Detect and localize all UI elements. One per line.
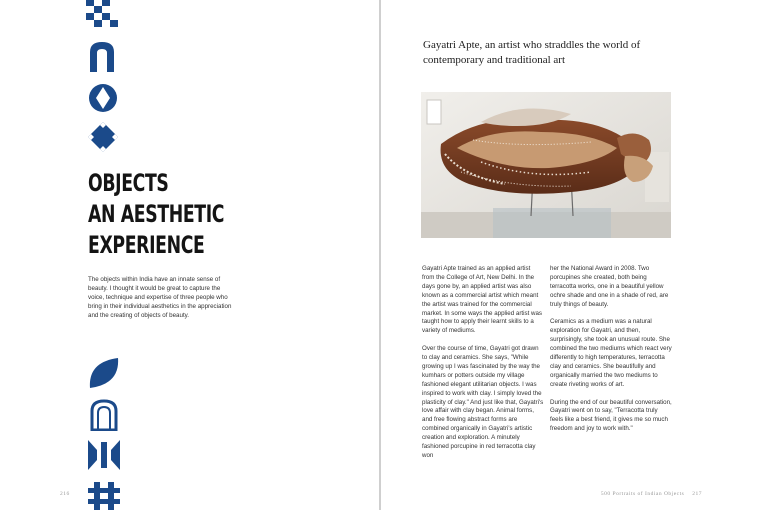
body-column-2 <box>550 265 672 443</box>
photo-caption: Gayatri Apte, an artist who straddles the world of contemporary and traditional art <box>423 39 641 66</box>
hash-block-icon <box>88 482 120 510</box>
diamond-notched-icon <box>88 122 118 152</box>
intro-paragraph: The objects within India have an innate sense of beauty. I thought it would be great to capture the voice, technique and expertise of three people who bring in their individual aesthetics in the appreciation and the creating of objects of beauty. <box>88 276 232 319</box>
heading-line-2: AN AESTHETIC <box>88 200 225 228</box>
arch-outline-icon <box>90 399 118 431</box>
circle-diamond-icon <box>88 82 118 114</box>
right-page <box>381 0 760 510</box>
running-title: 500 Portraits of Indian Objects <box>600 491 685 497</box>
checker-block-icon <box>86 0 120 30</box>
heading-line-3: EXPERIENCE <box>88 231 205 259</box>
body-paragraph: Gayatri Apte trained as an applied artist from the College of Art, New Delhi. In the days gone by, an applied artist was also known as a commercial artist which meant the artist was trained for the commercial market. In some ways the applied artist was taught how to apply their learnt skills to a variety of mediums. <box>422 265 543 335</box>
hourglass-bars-icon <box>88 440 120 470</box>
terracotta-sculpture-photo <box>421 92 671 238</box>
page-number-right: 217 <box>692 491 702 497</box>
body-paragraph: Over the course of time, Gayatri got drawn to clay and ceramics. She says, "While growing up I was fascinated by the way the kumhars or potters outside my village fashioned elegant utilitarian objects. I was inspired to work with clay. I simply loved the plasticity of clay." And just like that, Gayatri's love affair with clay began. Animal forms, and free flowing abstract forms are combined organically in Gayatri's artistic creation and exploration. A minutely fashioned porcupine in red terracotta clay won <box>422 345 544 460</box>
body-paragraph: her the National Award in 2008. Two porcupines she created, both being terracotta works, one in a beautiful yellow ochre shade and one in a shade of red, are truly things of beauty. <box>550 265 669 308</box>
body-paragraph: During the end of our beautiful conversation, Gayatri went on to say, "Terracotta truly feels like a best friend, it gives me so much freedom and joy to work with." <box>550 398 672 433</box>
arch-block-icon <box>90 42 114 72</box>
section-heading <box>88 168 224 261</box>
page-number-left: 216 <box>60 491 70 497</box>
running-footer <box>601 491 702 497</box>
body-column-1 <box>422 265 544 470</box>
leaf-icon <box>88 356 120 390</box>
heading-line-1: OBJECTS <box>88 169 169 197</box>
body-paragraph: Ceramics as a medium was a natural exploration for Gayatri, and then, surprisingly, she took an unusual route. She combined the two mediums which react very differently to high temperatures, terracotta clay and ceramics. She beautifully and organically married the two mediums to create riveting works of art. <box>550 318 672 388</box>
left-page <box>0 0 379 510</box>
